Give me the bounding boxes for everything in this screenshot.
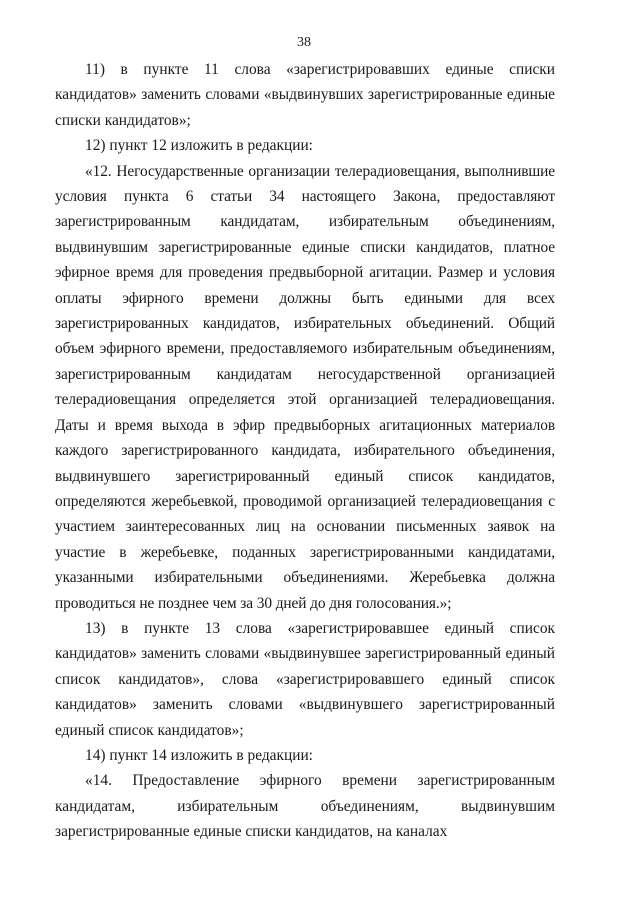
paragraph-item-13: 13) в пункте 13 слова «зарегистрировавшее единый список кандидатов» заменить словами «выдвинувшее зарегистрированный единый список кандидатов», слова «зарегистрировавшего единый список кандидатов» заменить словами «выдвинувшего зарегистрированный единый список кандидатов»; — [55, 619, 555, 739]
paragraph-item-14-text: «14. Предоставление эфирного времени зарегистрированным кандидатам, избирательным объединениям, выдвинувшим зарегистрированные единые списки кандидатов, на каналах — [55, 772, 555, 841]
paragraph-item-12-text: «12. Негосударственные организации телерадиовещания, выполнившие условия пункта 6 статьи 34 настоящего Закона, предоставляют зарегистрированным кандидатам, избирательным объединениям, выдвинувшим зарегистрированные единые списки кандидатов, платное эфирное время для проведения предвыборной агитации. Размер и условия оплаты эфирного времени должны быть едиными для всех зарегистрированных кандидатов, избирательных объединений. Общий объем эфирного времени, предоставляемого избирательным объединениям, зарегистрированным кандидатам негосударственной организацией телерадиовещания определяется этой организацией телерадиовещания. Даты и время выхода в эфир предвыборных агитационных материалов каждого зарегистрированного кандидата, избирательного объединения, выдвинувшего зарегистрированный единый список кандидатов, определяются жеребьевкой, проводимой организацией телерадиовещания с участием заинтересованных лиц на основании письменных заявок на участие в жеребьевке, поданных зарегистрированными кандидатами, указанными избирательными объединениями. Жеребьевка должна проводиться не позднее чем за 30 дней до дня голосования.»; — [55, 162, 555, 612]
document-body — [55, 57, 555, 845]
page-number: 38 — [297, 35, 311, 50]
paragraph-item-12-heading: 12) пункт 12 изложить в редакции: — [85, 137, 313, 155]
paragraph-item-14-heading: 14) пункт 14 изложить в редакции: — [85, 746, 313, 764]
paragraph-item-11: 11) в пункте 11 слова «зарегистрировавших единые списки кандидатов» заменить словами «выдвинувших зарегистрированные единые списки кандидатов»; — [55, 61, 555, 129]
